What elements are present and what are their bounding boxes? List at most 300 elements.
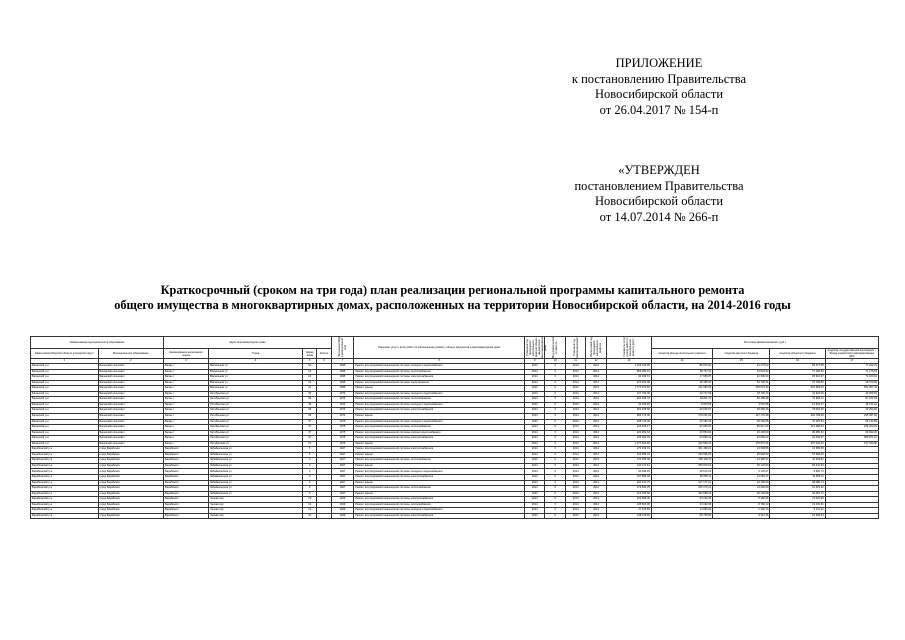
table-cell: 2014: [525, 408, 545, 414]
table-cell: Вокзальная ул: [208, 380, 302, 386]
table-cell: 8 826,73: [770, 469, 825, 475]
table-cell: 2014: [586, 430, 606, 436]
table-cell: Барабинский р-н: [31, 486, 99, 492]
column-number: 17: [825, 359, 878, 364]
table-cell: 0: [545, 458, 565, 464]
table-cell: 71 175,63: [825, 369, 878, 375]
table-cell: 0: [545, 486, 565, 492]
table-cell: 1975: [331, 430, 354, 436]
table-cell: 2014: [586, 386, 606, 392]
table-cell: 4: [303, 463, 317, 469]
table-cell: 1974: [331, 413, 354, 419]
table-cell: Октябрьская ул: [208, 419, 302, 425]
table-cell: 39 284,16: [713, 408, 770, 414]
table-cell: 96 442,94: [770, 463, 825, 469]
table-cell: 2014: [586, 480, 606, 486]
table-cell: Вокзальная ул: [208, 375, 302, 381]
table-cell: 14 093,56: [713, 447, 770, 453]
table-cell: 2014: [586, 391, 606, 397]
table-cell: 170 919,01: [606, 447, 651, 453]
table-cell: 24: [303, 380, 317, 386]
table-cell: Ремонт внутридомовой инженерной системы холодного водоснабжения: [354, 402, 525, 408]
table-cell: 2014: [565, 469, 585, 475]
table-cell: 235 357,62: [825, 413, 878, 419]
table-cell: 2014: [586, 474, 606, 480]
table-cell: 634 584,00: [770, 386, 825, 392]
table-cell: 2014: [525, 391, 545, 397]
table-cell: 71 460,91: [825, 375, 878, 381]
table-cell: 21 030,61: [770, 502, 825, 508]
table-cell: Баганский р-н: [31, 375, 99, 381]
table-cell: 2014: [586, 397, 606, 403]
table-cell: 26 910,97: [770, 375, 825, 381]
table-cell: 2014: [565, 436, 585, 442]
table-cell: 1974: [331, 391, 354, 397]
table-cell: 23 717,69: [651, 391, 712, 397]
table-cell: 43 654,64: [651, 430, 712, 436]
table-cell: 2014: [565, 474, 585, 480]
table-cell: 63 492,20: [825, 430, 878, 436]
table-cell: 48 435,32: [651, 380, 712, 386]
table-cell: 1974: [331, 397, 354, 403]
table-cell: 5: [303, 452, 317, 458]
table-cell: 2014: [586, 508, 606, 514]
table-cell: 2014: [565, 425, 585, 431]
table-cell: Ремонт внутридомовой инженерной системы теплоснабжения: [354, 458, 525, 464]
table-cell: Барабинский р-н: [31, 452, 99, 458]
table-cell: 21 022,99: [770, 497, 825, 503]
column-number: 10: [545, 359, 565, 364]
table-cell: 0: [545, 364, 565, 370]
table-cell: 2014: [525, 419, 545, 425]
table-cell: 1995: [331, 364, 354, 370]
table-cell: 24: [303, 386, 317, 392]
table-cell: Ремонт внутридомовой инженерной системы холодного водоснабжения: [354, 469, 525, 475]
table-cell: 4: [303, 458, 317, 464]
table-cell: 2014: [565, 513, 585, 519]
table-cell: 0: [545, 469, 565, 475]
table-cell: 5: [303, 480, 317, 486]
table-cell: 127 177,01: [651, 480, 712, 486]
table-cell: 42 059,22: [713, 436, 770, 442]
table-cell: Барабинский р-н: [31, 513, 99, 519]
table-cell: 0: [545, 452, 565, 458]
table-cell: Баган с: [163, 413, 208, 419]
table-cell: 49 811,70: [651, 397, 712, 403]
table-cell: 2014: [525, 491, 545, 497]
table-cell: 2014: [565, 491, 585, 497]
header-building: Корпус: [317, 349, 331, 359]
table-cell: 0: [545, 508, 565, 514]
table-cell: 94 054,71: [770, 491, 825, 497]
table-cell: 2014: [525, 502, 545, 508]
table-cell: 8 182,95: [713, 497, 770, 503]
table-cell: 2014: [565, 380, 585, 386]
table-cell: 0: [545, 380, 565, 386]
table-cell: Ремонт внутридомовой инженерной системы теплоснабжения: [354, 397, 525, 403]
table-cell: 310 666,31: [606, 452, 651, 458]
table-cell: Барабинск г: [163, 497, 208, 503]
table-cell: 2014: [586, 375, 606, 381]
table-cell: Баганский сельсовет: [98, 375, 163, 381]
table-cell: Баган с: [163, 425, 208, 431]
table-cell: 0: [545, 375, 565, 381]
table-cell: 1995: [331, 375, 354, 381]
table-cell: 69 377,65: [770, 364, 825, 370]
table-cell: 2014: [565, 386, 585, 392]
table-cell: 10: [303, 497, 317, 503]
table-cell: Барабинский р-н: [31, 474, 99, 480]
header-fund-budget: средства местного бюджета: [713, 349, 770, 359]
table-cell: Ремонт внутридомовой инженерной системы горячего водоснабжения: [354, 430, 525, 436]
table-cell: 96 486,64: [770, 430, 825, 436]
table-cell: Барабинск г: [163, 463, 208, 469]
table-cell: 14 366,47: [713, 458, 770, 464]
table-cell: Баган с: [163, 436, 208, 442]
table-cell: 3: [303, 474, 317, 480]
appendix-line-3: Новосибирской области: [594, 87, 724, 101]
table-cell: [825, 513, 878, 519]
table-cell: 66 142,89: [825, 419, 878, 425]
table-cell: 6: [303, 486, 317, 492]
table-cell: 2014: [565, 430, 585, 436]
table-cell: 192 698,19: [651, 491, 712, 497]
table-cell: Ремонт внутридомовой инженерной системы теплоснабжения: [354, 486, 525, 492]
table-cell: 2014: [586, 497, 606, 503]
table-cell: 2014: [586, 436, 606, 442]
table-cell: 2014: [586, 425, 606, 431]
table-cell: 1976: [331, 441, 354, 447]
table-cell: город Барабинск: [98, 486, 163, 492]
table-cell: 2014: [525, 497, 545, 503]
table-cell: 2014: [586, 502, 606, 508]
table-cell: 2014: [525, 474, 545, 480]
table-cell: город Барабинск: [98, 502, 163, 508]
table-cell: 40 495,36: [606, 469, 651, 475]
table-cell: 31 523,32: [770, 486, 825, 492]
table-cell: 12 081,27: [713, 474, 770, 480]
table-cell: 26 133,69: [713, 491, 770, 497]
table-cell: 78 062,39: [770, 408, 825, 414]
table-cell: 44 165,26: [606, 402, 651, 408]
table-cell: 2014: [586, 452, 606, 458]
table-cell: 2014: [525, 402, 545, 408]
table-cell: 0: [545, 386, 565, 392]
table-cell: 0: [545, 413, 565, 419]
header-house: Номер дома: [303, 349, 317, 359]
table-cell: 1927: [331, 458, 354, 464]
table-cell: Баганский р-н: [31, 391, 99, 397]
table-cell: 56 917,29: [713, 425, 770, 431]
table-cell: Баган с: [163, 441, 208, 447]
table-cell: Барабинский р-н: [31, 491, 99, 497]
table-cell: 0: [545, 480, 565, 486]
table-cell: 2014: [586, 419, 606, 425]
table-cell: 2014: [586, 513, 606, 519]
table-cell: 2014: [525, 375, 545, 381]
table-cell: Ремонт крыши: [354, 386, 525, 392]
table-cell: 2014: [525, 386, 545, 392]
table-cell: Барабинск г: [163, 469, 208, 475]
table-cell: 2014: [565, 364, 585, 370]
table-cell: город Барабинск: [98, 474, 163, 480]
table-cell: 413 117,61: [606, 463, 651, 469]
table-cell: 220 052,64: [606, 430, 651, 436]
table-cell: 2014: [586, 486, 606, 492]
table-cell: 2014: [525, 486, 545, 492]
table-cell: 2014: [525, 441, 545, 447]
table-cell: 2014: [586, 458, 606, 464]
table-cell: 2014: [586, 413, 606, 419]
table-cell: 77 222,21: [825, 364, 878, 370]
table-cell: 22 796,29: [713, 480, 770, 486]
table-cell: 164 508,30: [606, 497, 651, 503]
table-cell: Барабинск г: [163, 508, 208, 514]
column-number: 7: [331, 359, 354, 364]
column-number: 12: [586, 359, 606, 364]
table-cell: 65 705,50: [651, 513, 712, 519]
table-cell: 280 871,16: [825, 436, 878, 442]
table-cell: 101 499,21: [651, 447, 712, 453]
table-cell: 261 225,60: [606, 408, 651, 414]
table-cell: 2014: [525, 508, 545, 514]
table-cell: Забайкальская ул: [208, 463, 302, 469]
table-cell: 0: [545, 391, 565, 397]
table-cell: 57 668,39: [770, 452, 825, 458]
header-locality: Наименование населенного пункта: [163, 349, 208, 359]
table-cell: 1929: [331, 497, 354, 503]
table-cell: 866 280,41: [606, 369, 651, 375]
table-cell: 12 600,00: [713, 375, 770, 381]
table-cell: 69 379,90: [825, 380, 878, 386]
table-cell: Вокзальная ул: [208, 364, 302, 370]
table-cell: Ремонт внутридомовой инженерной системы электроснабжения: [354, 408, 525, 414]
table-cell: Баган с: [163, 430, 208, 436]
table-cell: 2014: [565, 402, 585, 408]
table-cell: 2014: [525, 413, 545, 419]
table-cell: город Барабинск: [98, 508, 163, 514]
table-cell: 410 225,17: [606, 425, 651, 431]
table-cell: Ремонт крыши: [354, 480, 525, 486]
table-cell: Баганский сельсовет: [98, 402, 163, 408]
table-cell: город Барабинск: [98, 480, 163, 486]
column-number: 14: [651, 359, 712, 364]
table-cell: 10: [303, 502, 317, 508]
table-cell: Ремонт внутридомовой инженерной системы холодного водоснабжения: [354, 508, 525, 514]
table-cell: 3: [303, 469, 317, 475]
table-cell: 651 957,43: [825, 386, 878, 392]
table-cell: 0: [545, 425, 565, 431]
table-cell: 1927: [331, 469, 354, 475]
group-header-address: Адрес многоквартирного дома: [163, 337, 331, 349]
plan-table: [30, 336, 879, 519]
table-cell: 8 782,13: [713, 502, 770, 508]
table-cell: город Барабинск: [98, 513, 163, 519]
table-cell: 37: [303, 441, 317, 447]
table-cell: 43 250,02: [825, 408, 878, 414]
table-cell: 105 501,06: [606, 502, 651, 508]
table-cell: 256 570,01: [651, 463, 712, 469]
table-cell: город Барабинск: [98, 497, 163, 503]
table-cell: 1 771 672,00: [606, 386, 651, 392]
table-cell: Ремонт внутридомовой инженерной системы электроснабжения: [354, 474, 525, 480]
header-district: Район Новосибирской области (городской округ): [31, 349, 99, 359]
table-cell: 40 182,16: [651, 419, 712, 425]
table-cell: 5: [303, 447, 317, 453]
header-year-actual: Фактический год проведения капитального ремонта: [586, 337, 606, 359]
table-cell: Баганский сельсовет: [98, 386, 163, 392]
table-cell: Ремонт внутридомовой инженерной системы электроснабжения: [354, 497, 525, 503]
table-cell: 64 102,35: [651, 497, 712, 503]
table-cell: Баган с: [163, 386, 208, 392]
table-cell: 50 796,41: [713, 380, 770, 386]
table-cell: 61 946,50: [651, 425, 712, 431]
table-cell: Баган с: [163, 408, 208, 414]
table-cell: Ремонт крыши: [354, 452, 525, 458]
column-number: 16: [770, 359, 825, 364]
table-cell: 2014: [586, 463, 606, 469]
table-cell: 1927: [331, 447, 354, 453]
table-cell: 70 187,54: [770, 419, 825, 425]
table-cell: Баганский сельсовет: [98, 391, 163, 397]
table-cell: 27 125,69: [606, 508, 651, 514]
table-cell: 2014: [525, 463, 545, 469]
table-cell: 1927: [331, 452, 354, 458]
table-cell: 17 659,87: [651, 375, 712, 381]
table-cell: 36 122,69: [713, 463, 770, 469]
table-cell: 2 292,74: [713, 508, 770, 514]
table-cell: 3 125,37: [713, 469, 770, 475]
table-cell: 2014: [525, 369, 545, 375]
table-cell: Ремонт внутридомовой инженерной системы холодного водоснабжения: [354, 391, 525, 397]
table-cell: 36: [303, 391, 317, 397]
table-cell: 6: [303, 491, 317, 497]
column-number: 5: [303, 359, 317, 364]
column-number: 15: [713, 359, 770, 364]
table-cell: 8 370,66: [651, 402, 712, 408]
column-number: 1: [31, 359, 99, 364]
table-cell: Баганский сельсовет: [98, 419, 163, 425]
table-cell: 254 074,34: [713, 386, 770, 392]
table-cell: Вокзальная ул: [208, 369, 302, 375]
table-cell: 127 760,00: [606, 391, 651, 397]
table-cell: 1975: [331, 425, 354, 431]
title-line-1: Краткосрочный (сроком на три года) план реализации региональной программы капитального ремонта: [160, 283, 745, 297]
table-cell: 2014: [565, 463, 585, 469]
table-cell: Баганский сельсовет: [98, 380, 163, 386]
document-title: [40, 283, 865, 313]
table-cell: Барабинск г: [163, 447, 208, 453]
table-cell: 2014: [565, 497, 585, 503]
plan-table-wrapper: [30, 336, 879, 519]
table-cell: 36: [303, 408, 317, 414]
table-cell: город Барабинск: [98, 452, 163, 458]
table-cell: 2014: [565, 452, 585, 458]
group-header-cost-sources: Источники финансирования, (руб.): [651, 337, 878, 349]
table-cell: 2014: [565, 408, 585, 414]
table-cell: 40 015,07: [651, 408, 712, 414]
table-cell: 105 002,03: [606, 436, 651, 442]
table-cell: 1 316 130,00: [606, 364, 651, 370]
table-cell: 2014: [525, 364, 545, 370]
table-cell: 2014: [586, 491, 606, 497]
table-cell: 264 709,06: [770, 413, 825, 419]
table-cell: Чехова пер: [208, 497, 302, 503]
table-cell: 0: [545, 397, 565, 403]
table-cell: 0: [545, 447, 565, 453]
header-year-plan: Плановый год проведения капитального ремонта общего имущества в многоквартирном доме: [526, 337, 548, 359]
table-cell: 36: [303, 402, 317, 408]
table-cell: 264 026,72: [606, 397, 651, 403]
table-cell: Баганский р-н: [31, 402, 99, 408]
table-cell: 176 973,66: [713, 441, 770, 447]
table-cell: Ремонт внутридомовой инженерной системы теплоснабжения: [354, 369, 525, 375]
table-cell: Баган с: [163, 369, 208, 375]
table-cell: 204 131,76: [606, 480, 651, 486]
header-fund-owners: средства фонда капитального ремонта: [651, 349, 712, 359]
table-cell: 23 398,34: [770, 513, 825, 519]
table-cell: 0: [545, 463, 565, 469]
table-cell: 77 186,50: [770, 369, 825, 375]
table-cell: 2014: [525, 452, 545, 458]
table-cell: 2014: [565, 397, 585, 403]
approved-date: от 14.07.2014 № 266-п: [599, 209, 719, 224]
table-cell: 2014: [565, 391, 585, 397]
table-cell: 87 222,63: [825, 397, 878, 403]
table-cell: Ремонт внутридомовой инженерной системы теплоснабжения: [354, 502, 525, 508]
table-cell: Баган с: [163, 391, 208, 397]
approved-line-2: постановлением Правительства: [574, 178, 744, 193]
header-municipality: Муниципальное образование: [98, 349, 163, 359]
table-cell: 39 192,25: [713, 419, 770, 425]
table-cell: 9 011,16: [713, 513, 770, 519]
table-cell: 12 522,37: [770, 402, 825, 408]
table-cell: 108 115,00: [606, 513, 651, 519]
table-cell: Баганский р-н: [31, 430, 99, 436]
table-cell: 179 682,25: [606, 486, 651, 492]
table-cell: 1 277 624,00: [606, 441, 651, 447]
table-cell: 2014: [586, 402, 606, 408]
table-cell: 14 960,92: [651, 508, 712, 514]
table-cell: Барабинск г: [163, 491, 208, 497]
table-cell: 16 523,33: [713, 369, 770, 375]
table-cell: 32 956,11: [770, 474, 825, 480]
table-cell: 37: [303, 419, 317, 425]
table-cell: Барабинск г: [163, 513, 208, 519]
table-cell: 248 710,00: [606, 419, 651, 425]
table-cell: Барабинск г: [163, 480, 208, 486]
table-cell: Баганский р-н: [31, 380, 99, 386]
table-cell: Баганский сельсовет: [98, 436, 163, 442]
table-cell: Забайкальская ул: [208, 447, 302, 453]
table-cell: Ремонт крыши: [354, 463, 525, 469]
table-cell: 53 186,38: [713, 397, 770, 403]
table-cell: Ремонт внутридомовой инженерной системы холодного водоснабжения: [354, 364, 525, 370]
table-cell: 0: [545, 502, 565, 508]
table-cell: 1927: [331, 480, 354, 486]
table-cell: 10: [303, 508, 317, 514]
approved-heading: «УТВЕРЖДЕН: [618, 163, 700, 177]
header-year-source: Плановый год финансирования: [565, 337, 585, 359]
table-cell: Баган с: [163, 364, 208, 370]
table-cell: 25 918,22: [713, 452, 770, 458]
column-number: 13: [606, 359, 651, 364]
table-cell: 2014: [565, 508, 585, 514]
table-cell: 2014: [565, 413, 585, 419]
table-cell: Вокзальная ул: [208, 386, 302, 392]
table-cell: 2014: [525, 436, 545, 442]
table-cell: Барабинский р-н: [31, 469, 99, 475]
